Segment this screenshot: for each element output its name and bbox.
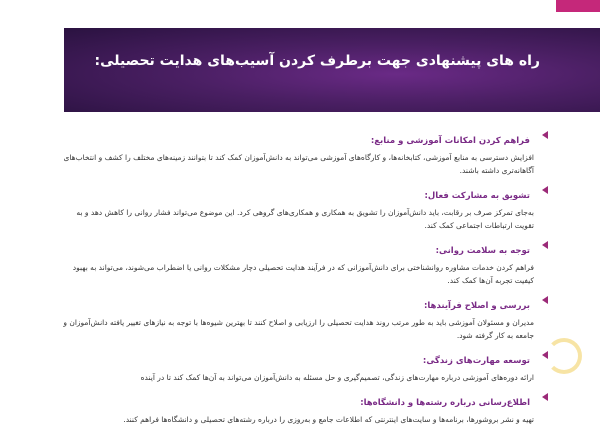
section-heading: بررسی و اصلاح فرآیندها: [423,301,530,311]
section-heading-line [62,348,534,367]
slide-content [62,128,534,432]
triangle-bullet-icon [542,393,548,401]
section-text: به‌جای تمرکز صرف بر رقابت، باید دانش‌آموزان را تشویق به همکاری و همکاری‌های گروهی کرد. این موضوع می‌تواند فشار روانی را کاهش دهد و به تقویت ارتباطات اجتماعی کمک کند. [76,208,534,230]
section-participation [62,183,534,232]
section-heading: اطلاع‌رسانی درباره رشته‌ها و دانشگاه‌ها: [360,398,530,408]
section-information [62,390,534,426]
triangle-bullet-icon [542,296,548,304]
header-banner [64,28,600,112]
section-text: ارائه دوره‌های آموزشی درباره مهارت‌های زندگی، تصمیم‌گیری و حل مسئله به دانش‌آموزان می‌تواند به آن‌ها کمک کند تا در آینده [140,373,534,382]
triangle-bullet-icon [542,131,548,139]
logo-watermark-icon [546,338,582,374]
section-text: افزایش دسترسی به منابع آموزشی، کتابخانه‌ها، و کارگاه‌های آموزشی می‌تواند به دانش‌آموزان کمک کند تا بتوانند زمینه‌های مختلف را کشف و انتخاب‌های آگاهانه‌تری داشته باشند. [63,153,534,175]
triangle-bullet-icon [542,241,548,249]
section-mental-health [62,238,534,287]
section-text: تهیه و نشر بروشورها، برنامه‌ها و سایت‌های اینترنتی که اطلاعات جامع و به‌روزی را درباره رشته‌های تحصیلی و دانشگاه‌ها فراهم کنند. [123,415,534,424]
section-heading: توجه به سلامت روانی: [435,246,530,256]
section-heading-line [62,238,534,257]
slide-title: راه های پیشنهادی جهت برطرف کردن آسیب‌های هدایت تحصیلی: [94,53,540,69]
section-process-review [62,293,534,342]
section-resources [62,128,534,177]
section-heading-line [62,390,534,409]
section-heading-line [62,293,534,312]
section-heading: تشویق به مشارکت فعال: [424,191,530,201]
section-heading: فراهم کردن امکانات آموزشی و منابع: [370,136,530,146]
triangle-bullet-icon [542,186,548,194]
accent-bar [556,0,600,12]
section-text: فراهم کردن خدمات مشاوره روانشناختی برای دانش‌آموزانی که در فرآیند هدایت تحصیلی دچار مشکلات روانی یا اضطراب می‌شوند، می‌تواند به بهبود کیفیت تجربه آن‌ها کمک کند. [72,263,534,285]
section-heading-line [62,128,534,147]
section-text: مدیران و مسئولان آموزشی باید به طور مرتب روند هدایت تحصیلی را ارزیابی و اصلاح کنند تا بهترین شیوه‌ها با توجه به نیازهای تغییر یافته دانش‌آموزان و جامعه به کار گرفته شود. [63,318,534,340]
section-heading: توسعه مهارت‌های زندگی: [422,356,530,366]
section-heading-line [62,183,534,202]
section-life-skills [62,348,534,384]
